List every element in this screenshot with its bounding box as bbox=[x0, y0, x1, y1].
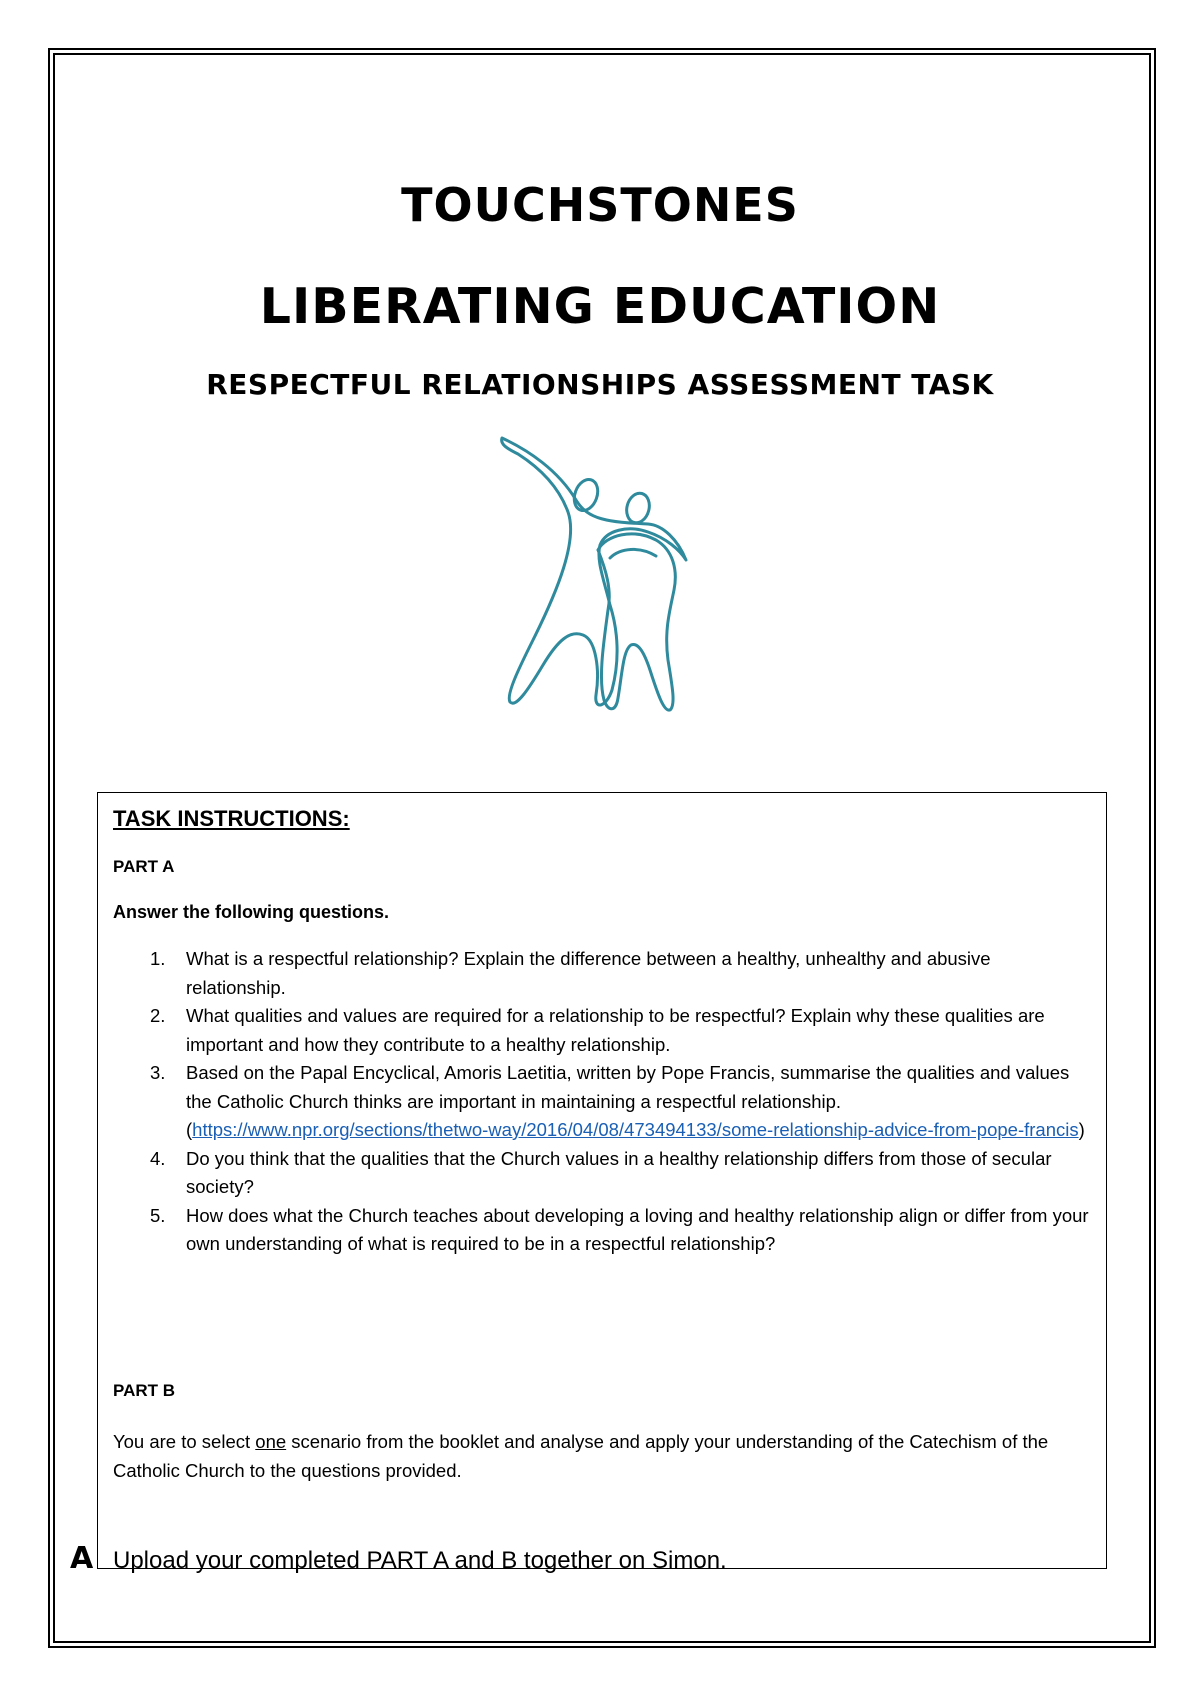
upload-instruction: Upload your completed PART A and B together on Simon. bbox=[113, 1547, 727, 1574]
title-liberating-education: LIBERATING EDUCATION bbox=[259, 278, 941, 335]
part-b-label: PART B bbox=[113, 1381, 176, 1400]
task-instructions-heading: TASK INSTRUCTIONS: bbox=[113, 806, 350, 831]
two-people-embrace-icon bbox=[488, 430, 713, 720]
part-b-text-after: scenario from the booklet and analyse and apply your understanding of the Catechism of the Catholic Church to the questions provided. bbox=[113, 1431, 1049, 1481]
part-b-text-before: You are to select bbox=[113, 1431, 256, 1452]
question-text: Based on the Papal Encyclical, Amoris Laetitia, written by Pope Francis, summarise the qualities and values the Catholic Church thinks are important in maintaining a respectful relationship. bbox=[186, 1062, 1070, 1112]
link-open-paren: ( bbox=[186, 1119, 193, 1140]
question-item-4 bbox=[140, 1145, 1090, 1202]
question-item-1 bbox=[140, 945, 1090, 1002]
question-item-2 bbox=[140, 1002, 1090, 1059]
question-number: 4. bbox=[150, 1147, 166, 1169]
question-item-3 bbox=[140, 1059, 1090, 1145]
title-touchstones: TOUCHSTONES bbox=[401, 178, 799, 232]
title-assessment-task: RESPECTFUL RELATIONSHIPS ASSESSMENT TASK bbox=[206, 368, 994, 401]
question-list bbox=[140, 945, 1090, 1259]
question-text: How does what the Church teaches about developing a loving and healthy relationship align or differ from your own understanding of what is required to be in a respectful relationship? bbox=[186, 1204, 1089, 1254]
part-b-emphasis: one bbox=[255, 1431, 287, 1452]
link-close-paren: ) bbox=[1078, 1119, 1085, 1140]
part-b-instructions bbox=[113, 1427, 1098, 1485]
part-a-intro: Answer the following questions. bbox=[113, 902, 390, 922]
part-a-label: PART A bbox=[113, 857, 175, 876]
question-text: What is a respectful relationship? Explain the difference between a healthy, unhealthy and abusive relationship. bbox=[186, 948, 991, 998]
npr-article-link[interactable]: https://www.npr.org/sections/thetwo-way/2016/04/08/473494133/some-relationship-advice-from-pope-francis bbox=[192, 1119, 1079, 1140]
question-number: 3. bbox=[150, 1062, 166, 1083]
question-number: 5. bbox=[150, 1204, 166, 1226]
question-item-5 bbox=[140, 1202, 1090, 1259]
question-number: 1. bbox=[150, 948, 166, 969]
stray-letter: A bbox=[70, 1541, 94, 1576]
question-number: 2. bbox=[150, 1005, 166, 1026]
question-text: Do you think that the qualities that the Church values in a healthy relationship differs from those of secular society? bbox=[186, 1147, 1052, 1197]
question-text: What qualities and values are required for a relationship to be respectful? Explain why these qualities are important and how they contribute to a healthy relationship. bbox=[186, 1005, 1045, 1055]
